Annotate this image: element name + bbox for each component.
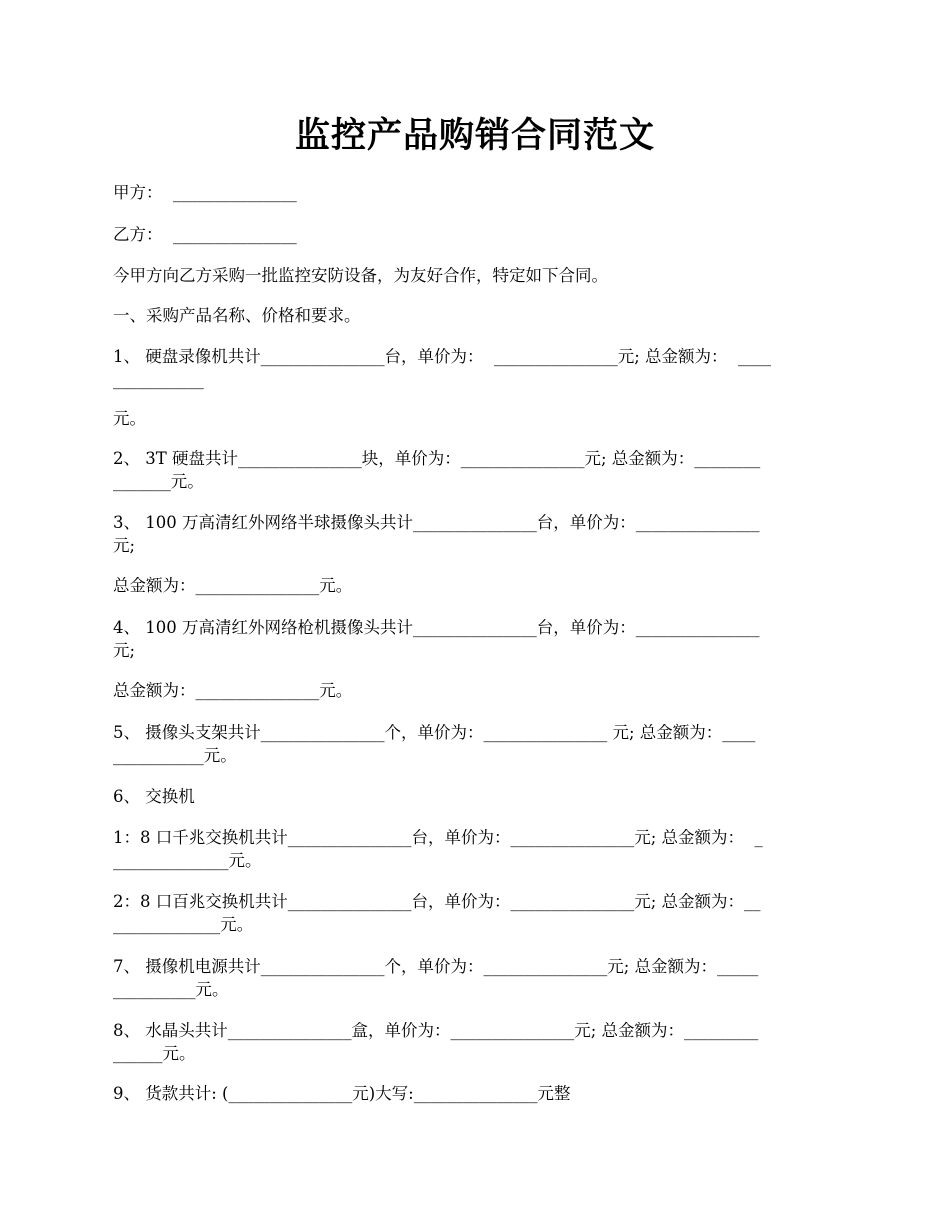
item-3-line-cont: 元;: [113, 536, 136, 555]
item-2-line: 2、 3T 硬盘共计_______________块，单价为：_______________元; 总金额为：________: [113, 449, 761, 468]
item-3-line: 3、 100 万高清红外网络半球摄像头共计_______________台，单价为：_______________: [113, 513, 760, 532]
item-9-line: 9、 货款共计: (_______________元)大写:_______________元整: [113, 1084, 571, 1103]
item-6-1-line: 1：8 口千兆交换机共计_______________台，单价为：_______________元; 总金额为： _: [113, 828, 763, 847]
item-1-line-end: 元。: [113, 409, 146, 428]
item-4-line: 4、 100 万高清红外网络枪机摄像头共计_______________台，单价为：_______________: [113, 618, 760, 637]
item-6-2-line-cont: _____________元。: [113, 915, 254, 934]
item-6-heading: 6、 交换机: [113, 787, 195, 806]
item-7-line-cont: __________元。: [113, 980, 229, 999]
item-5-line: 5、 摄像头支架共计_______________个，单价为：_______________ 元; 总金额为：____: [113, 723, 756, 742]
item-7-line: 7、 摄像机电源共计_______________个，单价为：_______________元; 总金额为：_____: [113, 957, 759, 976]
item-2-line-cont: _______元。: [113, 472, 204, 491]
item-5-line-cont: ___________元。: [113, 746, 237, 765]
item-8-line-cont: ______元。: [113, 1044, 196, 1063]
item-4-total: 总金额为：_______________元。: [113, 681, 353, 700]
item-3-total: 总金额为：_______________元。: [113, 576, 353, 595]
document-title: 监控产品购销合同范文: [294, 115, 655, 156]
section-heading: 一、采购产品名称、价格和要求。: [113, 306, 361, 325]
item-8-line: 8、 水晶头共计_______________盒，单价为：_______________元; 总金额为：_________: [113, 1021, 759, 1040]
item-1-line-cont: ___________: [113, 370, 204, 389]
item-6-1-line-cont: ______________元。: [113, 851, 262, 870]
item-4-line-cont: 元;: [113, 641, 136, 660]
intro-paragraph: 今甲方向乙方采购一批监控安防设备，为友好合作，特定如下合同。: [113, 266, 608, 285]
item-1-line: 1、 硬盘录像机共计_______________台，单价为： _______________元; 总金额为： ____: [113, 347, 772, 366]
party-a-line: 甲方： _______________: [113, 183, 297, 202]
party-b-line: 乙方： _______________: [113, 225, 297, 244]
item-6-2-line: 2：8 口百兆交换机共计_______________台，单价为：_______________元; 总金额为：__: [113, 892, 761, 911]
